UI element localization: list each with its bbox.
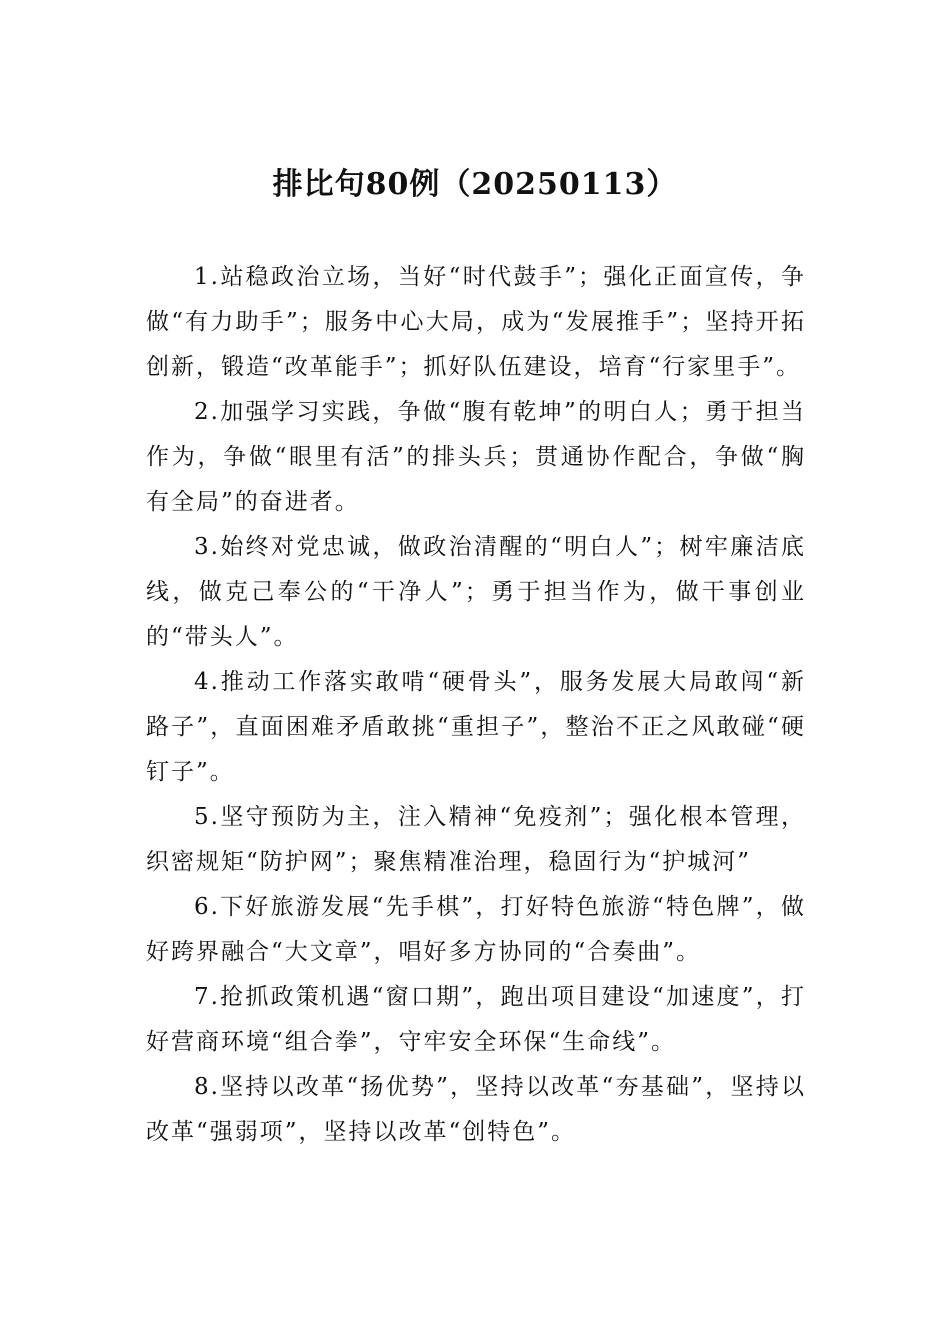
paragraph-2: 2.加强学习实践，争做“腹有乾坤”的明白人；勇于担当作为，争做“眼里有活”的排头兵；贯通协作配合，争做“胸有全局”的奋进者。 [146, 399, 806, 515]
paragraph-7: 7.抢抓政策机遇“窗口期”，跑出项目建设“加速度”，打好营商环境“组合拳”，守牢安全环保“生命线”。 [146, 984, 806, 1055]
paragraph-1: 1.站稳政治立场，当好“时代鼓手”；强化正面宣传，争做“有力助手”；服务中心大局，成为“发展推手”；坚持开拓创新，锻造“改革能手”；抓好队伍建设，培育“行家里手”。 [146, 264, 806, 380]
document-body [146, 255, 806, 1155]
paragraph-8: 8.坚持以改革“扬优势”，坚持以改革“夯基础”，坚持以改革“强弱项”，坚持以改革“创特色”。 [146, 1074, 806, 1145]
paragraph-5: 5.坚守预防为主，注入精神“免疫剂”；强化根本管理，织密规矩“防护网”；聚焦精准治理，稳固行为“护城河” [146, 804, 806, 875]
paragraph-3: 3.始终对党忠诚，做政治清醒的“明白人”；树牢廉洁底线，做克己奉公的“干净人”；勇于担当作为，做干事创业的“带头人”。 [146, 534, 806, 650]
paragraph-6: 6.下好旅游发展“先手棋”，打好特色旅游“特色牌”，做好跨界融合“大文章”，唱好多方协同的“合奏曲”。 [146, 894, 806, 965]
document-title: 排比句80例（20250113） [272, 167, 678, 202]
paragraph-4: 4.推动工作落实敢啃“硬骨头”，服务发展大局敢闯“新路子”，直面困难矛盾敢挑“重担子”，整治不正之风敢碰“硬钉子”。 [146, 669, 806, 785]
